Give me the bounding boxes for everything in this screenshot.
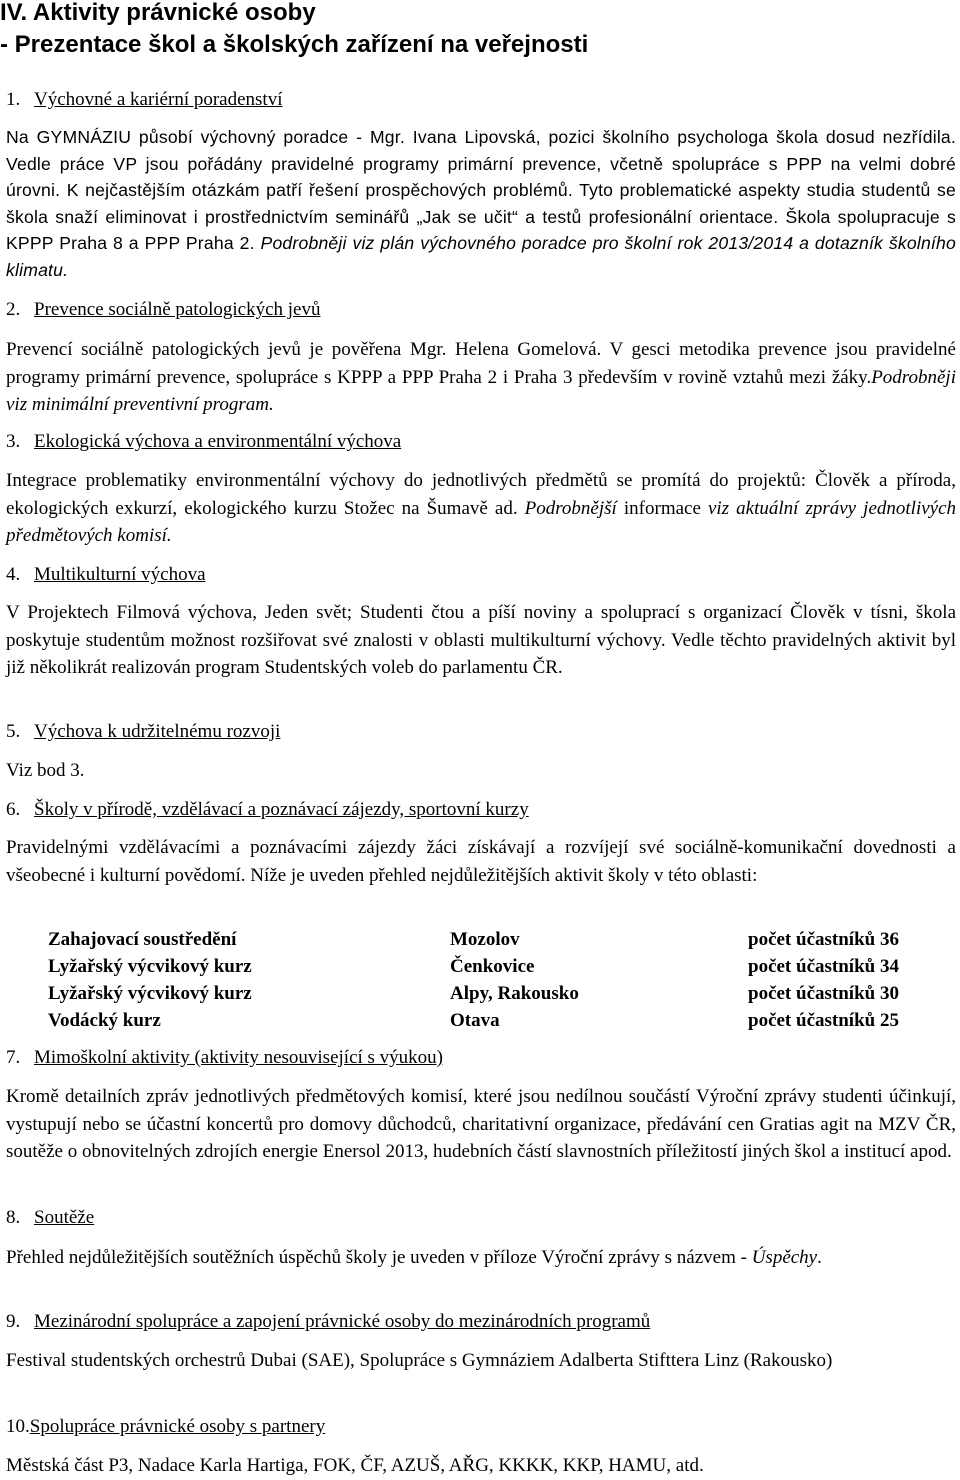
table-row bbox=[48, 956, 948, 983]
section-number: 3. bbox=[6, 431, 21, 452]
section-2-reference: Podrobněji viz minimální preventivní program. bbox=[6, 366, 956, 415]
place-cell: Otava bbox=[450, 1010, 500, 1031]
section-3-paragraph: Integrace problematiky environmentální výchovy do jednotlivých předmětů se promítá do projektů: Člověk a příroda, ekologických exkurzí, ekologického kurzu Stožec na Šumavě ad. bbox=[6, 470, 956, 519]
section-number: 7. bbox=[6, 1047, 21, 1068]
section-1-paragraph-a: Na GYMNÁZIU působí výchovný poradce - Mgr. Ivana Lipovská, pozici školního psychologa škola dosud nezřídila. Vedle práce VP jsou pořádány pravidelné programy primární prevence, včetně spolupráce s PPP na velmi dobré úrovni. K nejčastějším otázkám patří řešení prospěchových problémů. bbox=[6, 127, 956, 200]
section-2-text bbox=[6, 336, 956, 419]
section-2-paragraph: Prevencí sociálně patologických jevů je pověřena Mgr. Helena Gomelová. V gesci metodika prevence jsou pravidelné programy primární prevence, spolupráce s KPPP a PPP Praha 2 i Praha 3 především v rovině vztahů mezi žáky. bbox=[6, 339, 956, 388]
section-8-period: . bbox=[817, 1247, 822, 1268]
section-number: 6. bbox=[6, 799, 21, 820]
section-number: 4. bbox=[6, 564, 21, 585]
section-4-text: V Projektech Filmová výchova, Jeden svět; Studenti čtou a píší noviny a spoluprací s organizací Člověk v tísni, škola poskytuje studentům možnost rozšiřovat své znalosti v oblasti multikulturní výchovy. Vedle těchto pravidelných aktivit byl již několikrát realizován program Studentských voleb do parlamentu ČR. bbox=[6, 602, 956, 678]
section-title: Soutěže bbox=[34, 1207, 95, 1228]
section-heading-2 bbox=[6, 298, 956, 322]
section-number: 5. bbox=[6, 721, 21, 742]
section-heading-10 bbox=[6, 1415, 956, 1439]
section-number: 2. bbox=[6, 299, 21, 320]
section-1-text bbox=[6, 124, 956, 283]
section-5-text: Viz bod 3. bbox=[6, 760, 85, 781]
section-number: 1. bbox=[6, 89, 21, 110]
section-title: Výchova k udržitelnému rozvoji bbox=[34, 721, 281, 742]
participants-cell: počet účastníků 36 bbox=[748, 929, 899, 950]
section-title: Ekologická výchova a environmentální výchova bbox=[34, 431, 402, 452]
section-6-text: Pravidelnými vzdělávacími a poznávacími zájezdy žáci získávají a rozvíjejí své sociálně-komunikační dovednosti a všeobecné i kulturní povědomí. Níže je uveden přehled nejdůležitějších aktivit školy v této oblasti: bbox=[6, 837, 956, 886]
section-title: Školy v přírodě, vzdělávací a poznávací zájezdy, sportovní kurzy bbox=[34, 799, 529, 820]
section-9-text: Festival studentských orchestrů Dubai (SAE), Spolupráce s Gymnáziem Adalberta Stifttera Linz (Rakousko) bbox=[6, 1350, 833, 1371]
section-10-text: Městská část P3, Nadace Karla Hartiga, FOK, ČF, AZUŠ, AŘG, KKKK, KKP, HAMU, atd. bbox=[6, 1455, 704, 1476]
section-3-reference-a: Podrobnější bbox=[524, 497, 617, 519]
section-title: Mimoškolní aktivity (aktivity nesouvisející s výukou) bbox=[34, 1047, 444, 1068]
section-title: Mezinárodní spolupráce a zapojení právnické osoby do mezinárodních programů bbox=[34, 1311, 651, 1332]
activity-cell: Lyžařský výcvikový kurz bbox=[48, 983, 252, 1004]
section-heading-9 bbox=[6, 1310, 956, 1334]
section-number: 9. bbox=[6, 1311, 21, 1332]
section-3-reference-b: viz aktuální zprávy jednotlivých předmětových komisí. bbox=[6, 497, 957, 546]
section-8-text bbox=[6, 1244, 956, 1272]
activity-cell: Lyžařský výcvikový kurz bbox=[48, 956, 252, 977]
participants-cell: počet účastníků 30 bbox=[748, 983, 899, 1004]
activity-cell: Zahajovací soustředění bbox=[48, 929, 237, 950]
section-1-reference: Podrobněji viz plán výchovného poradce pro školní rok 2013/2014 a dotazník školního klimatu. bbox=[6, 233, 956, 280]
section-heading-4 bbox=[6, 563, 956, 587]
section-8-paragraph: Přehled nejdůležitějších soutěžních úspěchů školy je uveden v příloze Výroční zprávy s názvem - bbox=[6, 1247, 747, 1268]
section-3-reference-word: informace bbox=[623, 497, 701, 519]
section-title: Spolupráce právnické osoby s partnery bbox=[29, 1416, 326, 1437]
table-row bbox=[48, 929, 948, 956]
section-title: Výchovné a kariérní poradenství bbox=[34, 89, 283, 110]
place-cell: Čenkovice bbox=[450, 956, 535, 977]
section-heading-7 bbox=[6, 1046, 956, 1070]
section-7-text: Kromě detailních zpráv jednotlivých předmětových komisí, které jsou nedílnou součástí Výroční zprávy studenti účinkují, vystupují nebo se účastní koncertů pro domovy důchodců, charitativní organizace, předávání cen Gratias agit na MZV ČR, soutěže o obnovitelných zdrojích energie Enersol 2013, hudebních částí slavnostních příležitostí jiných škol a institucí apod. bbox=[6, 1086, 956, 1162]
section-heading-1 bbox=[6, 88, 956, 112]
courses-table bbox=[48, 929, 948, 1037]
chapter-title-line2: - Prezentace škol a školských zařízení na veřejnosti bbox=[0, 31, 589, 58]
participants-cell: počet účastníků 25 bbox=[748, 1010, 899, 1031]
section-heading-3 bbox=[6, 430, 956, 454]
participants-cell: počet účastníků 34 bbox=[748, 956, 899, 977]
place-cell: Alpy, Rakousko bbox=[450, 983, 579, 1004]
section-8-attachment-name: Úspěchy bbox=[751, 1247, 818, 1268]
table-row bbox=[48, 983, 948, 1010]
section-number: 8. bbox=[6, 1207, 21, 1228]
section-heading-8 bbox=[6, 1206, 956, 1230]
activity-cell: Vodácký kurz bbox=[48, 1010, 161, 1031]
section-number: 10. bbox=[6, 1416, 30, 1437]
chapter-title-line1: IV. Aktivity právnické osoby bbox=[0, 0, 316, 26]
table-row bbox=[48, 1010, 948, 1037]
section-1-paragraph-b: Tyto problematické aspekty studia studentů se škola snaží eliminovat i prostřednictvím seminářů „Jak se učit“ a testů profesionální orientace. Škola spolupracuje s KPPP Praha 8 a PPP Praha 2. bbox=[6, 180, 957, 253]
section-3-text bbox=[6, 467, 956, 550]
section-title: Multikulturní výchova bbox=[34, 564, 206, 585]
section-heading-5 bbox=[6, 720, 956, 744]
place-cell: Mozolov bbox=[450, 929, 520, 950]
section-heading-6 bbox=[6, 798, 956, 822]
section-title: Prevence sociálně patologických jevů bbox=[34, 299, 321, 320]
